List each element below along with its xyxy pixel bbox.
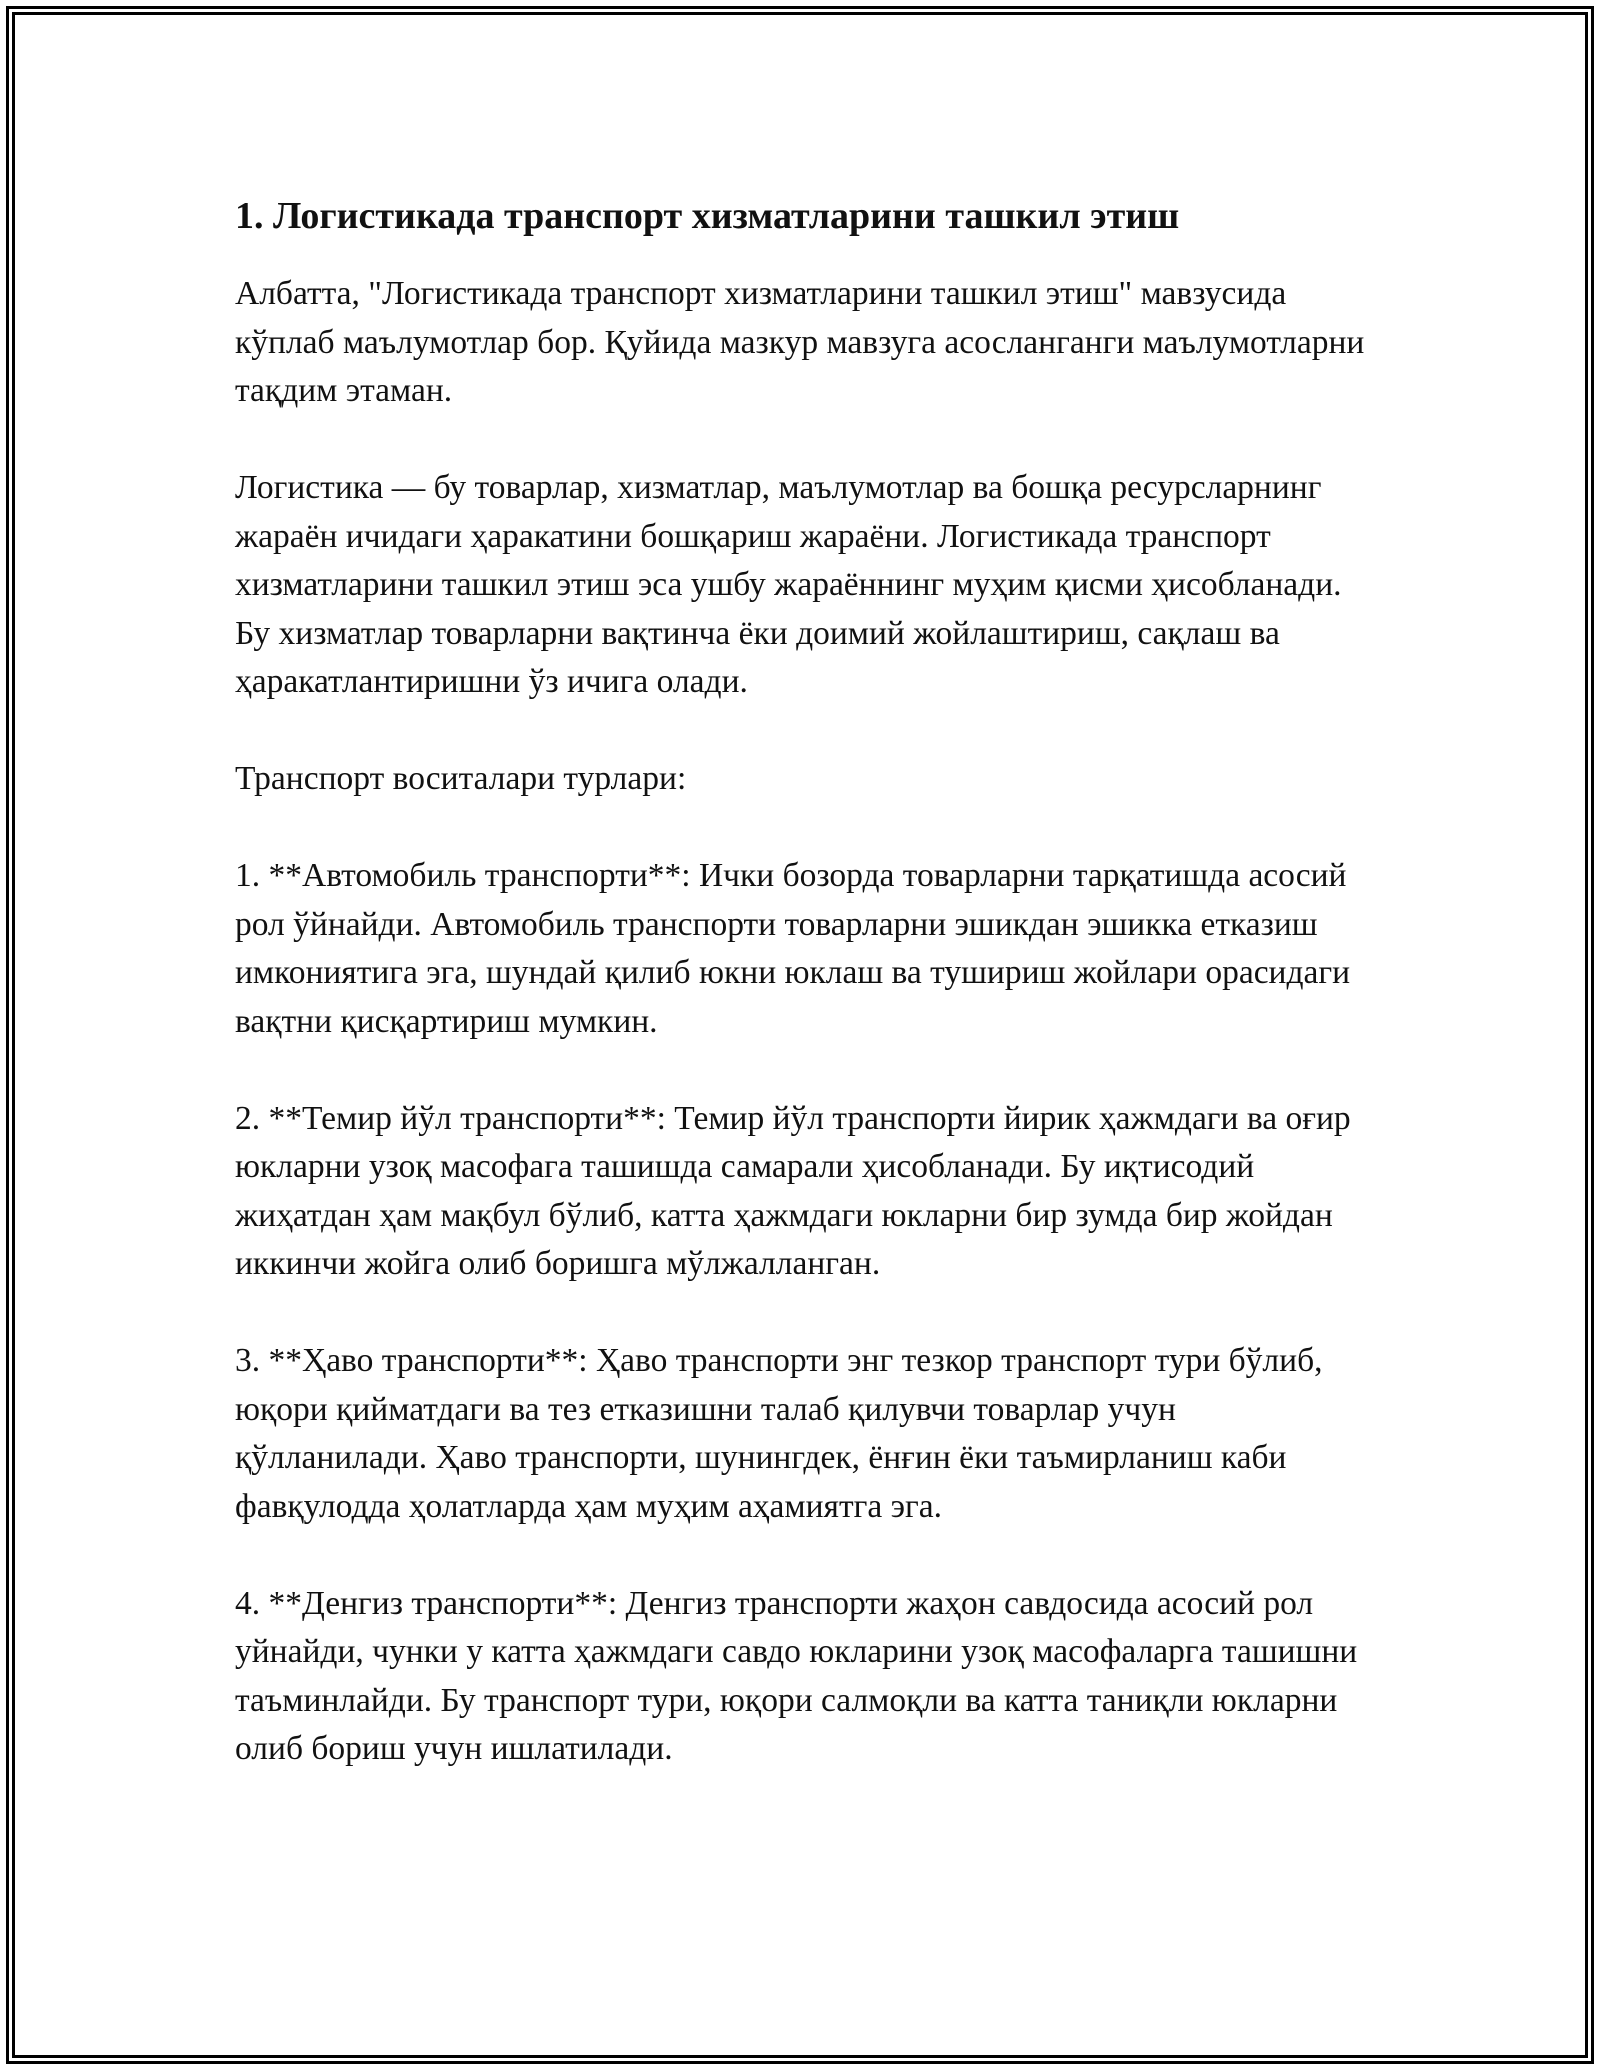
list-item-sea: 4. **Денгиз транспорти**: Денгиз транспорти жаҳон савдосида асосий рол уйнайди, чунки у катта ҳажмдаги савдо юкларини узоқ масофаларга ташишни таъминлайди. Бу транспорт тури, юқори салмоқли ва катта таниқли юкларни олиб бориш учун ишлатилади. (235, 1584, 1358, 1767)
paragraph-spacer (235, 804, 1375, 853)
paragraph-spacer (235, 1046, 1375, 1095)
definition-paragraph: Логистика — бу товарлар, хизматлар, маълумотлар ва бошқа ресурсларнинг жараён ичидаги ҳаракатини бошқариш жараёни. Логистикада транспорт хизматларини ташкил этиш эса ушбу жараённинг муҳим қисми ҳисобланади. Бу хизматлар товарларни вақтинча ёки доимий жойлаштириш, сақлаш ва ҳаракатлантиришни ўз ичига олади. (235, 469, 1342, 700)
list-item-rail: 2. **Темир йўл транспорти**: Темир йўл транспорти йирик ҳажмдаги ва оғир юкларни узоқ масофага ташишда самарали ҳисобланади. Бу иқтисодий жиҳатдан ҳам мақбул бўлиб, катта ҳажмдаги юкларни бир зумда бир жойдан иккинчи жойга олиб боришга мўлжалланган. (235, 1099, 1351, 1282)
paragraph-spacer (235, 1289, 1375, 1338)
transport-types-heading: Транспорт воситалари турлари: (235, 760, 687, 797)
intro-paragraph: Албатта, "Логистикада транспорт хизматларини ташкил этиш" мавзусида кўплаб маълумотлар бор. Қуйида мазкур мавзуга асосланганги маълумотларни тақдим этаман. (235, 275, 1365, 409)
list-item-road: 1. **Автомобиль транспорти**: Ички бозорда товарларни тарқатишда асосий рол ўйнайди. Автомобиль транспорти товарларни эшикдан эшикка етказиш имкониятига эга, шундай қилиб юкни юклаш ва тушириш жойлари орасидаги вақтни қисқартириш мумкин. (235, 857, 1351, 1040)
document-title: 1. Логистикада транспорт хизматларини ташкил этиш (235, 195, 1180, 237)
paragraph-spacer (235, 707, 1375, 756)
document-body (235, 188, 1375, 1774)
paragraph-spacer (235, 416, 1375, 465)
list-item-air: 3. **Ҳаво транспорти**: Ҳаво транспорти энг тезкор транспорт тури бўлиб, юқори қийматдаги ва тез етказишни талаб қилувчи товарлар учун қўлланилади. Ҳаво транспорти, шунингдек, ёнғин ёки таъмирланиш каби фавқулодда ҳолатларда ҳам муҳим аҳамиятга эга. (235, 1342, 1323, 1525)
paragraph-spacer (235, 1531, 1375, 1580)
